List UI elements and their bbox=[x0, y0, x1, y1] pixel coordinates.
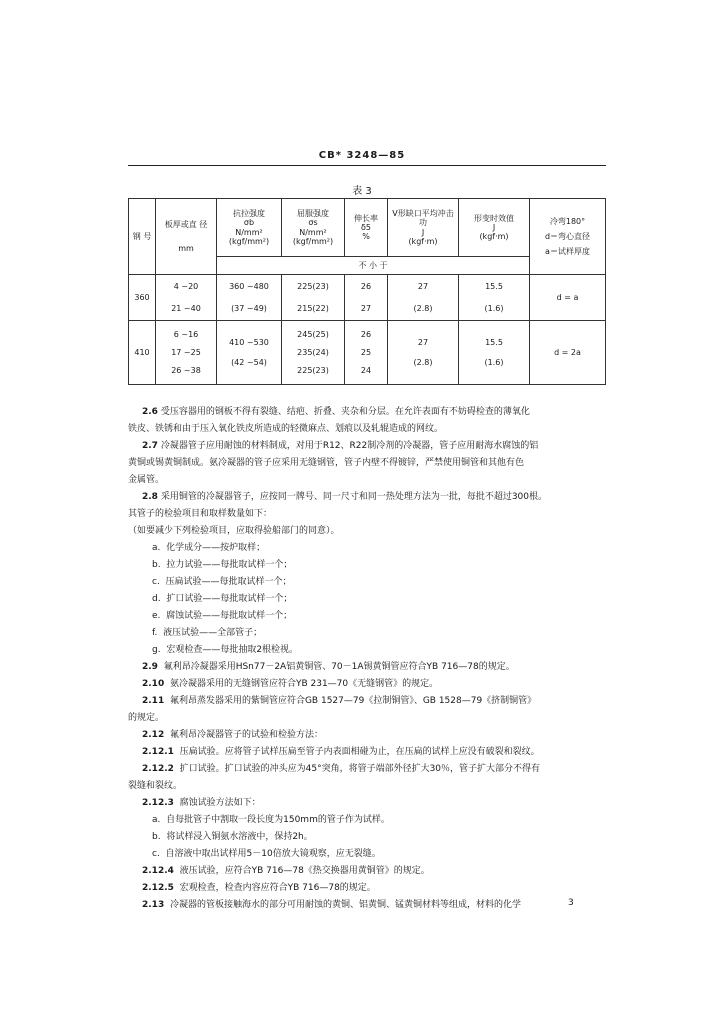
grade-header: 钢 号 bbox=[129, 199, 156, 275]
list-item: b. 拉力试验——每批取试样一个； bbox=[152, 560, 293, 570]
yield-cell: 225(23) 215(22) bbox=[282, 275, 345, 321]
aging-cell: 15.5 (1.6) bbox=[459, 275, 530, 321]
bend-cell: d = a bbox=[530, 275, 606, 321]
paragraph-2-9: 2.9 氟利昂冷凝器采用HSn77－2A铝黄铜管、70－1A锡黄铜管应符合YB 716—78的规定。 bbox=[142, 662, 515, 672]
thickness-cell: 6 ~16 17 ~25 26 ~38 bbox=[156, 321, 217, 385]
tensile-cell: 360 ~480 (37 ~49) bbox=[217, 275, 282, 321]
paragraph-2-12-5: 2.12.5 宏观检查，检查内容应符合YB 716—78的规定。 bbox=[142, 883, 376, 893]
paragraph-2-12: 2.12 氟利昂冷凝器管子的试验和检验方法： bbox=[142, 730, 323, 740]
list-item: a. 自每批管子中割取一段长度为150mm的管子作为试样。 bbox=[152, 815, 390, 825]
yield-cell: 245(25) 235(24) 225(23) bbox=[282, 321, 345, 385]
document-header: CB* 3248—85 bbox=[318, 150, 406, 161]
bend-cell: d = 2a bbox=[530, 321, 606, 385]
paragraph-2-12-4: 2.12.4 液压试验，应符合YB 716—78《热交换器用黄铜管》的规定。 bbox=[142, 866, 430, 876]
list-item: c. 压扁试验——每批取试样一个； bbox=[152, 577, 292, 587]
note-line: （如要减少下列检验项目，应取得验船部门的同意）。 bbox=[128, 526, 340, 536]
paragraph-2-12-1: 2.12.1 压扁试验。应将管子试样压扁至管子内表面相碰为止，在压扁的试样上应没有破裂和裂纹。 bbox=[142, 747, 540, 757]
aging-header: 形变时效值 J (kgf·m) bbox=[459, 199, 530, 257]
elongation-cell: 26 25 24 bbox=[345, 321, 388, 385]
tensile-cell: 410 ~530 (42 ~54) bbox=[217, 321, 282, 385]
paragraph-2-7: 2.7 冷凝器管子应用耐蚀的材料制成，对用于R12、R22制冷剂的冷凝器，管子应用耐海水腐蚀的铝 bbox=[142, 441, 539, 451]
list-item: g. 宏观检查——每批抽取2根检视。 bbox=[152, 645, 299, 655]
paragraph-2-12-2: 2.12.2 扩口试验。扩口试验的冲头应为45°突角，将管子端部外径扩大30％，管子扩大部分不得有 bbox=[142, 764, 541, 774]
elongation-header: 伸长率 δ5 % bbox=[345, 199, 388, 257]
paragraph-2-8: 2.8 采用铜管的冷凝器管子，应按同一牌号、同一尺寸和同一热处理方法为一批，每批不超过300根。 bbox=[142, 492, 548, 502]
yield-header: 屈服强度 σs N/mm² (kgf/mm²) bbox=[282, 199, 345, 257]
grade-cell: 410 bbox=[129, 321, 156, 385]
paragraph-2-12-3: 2.12.3 腐蚀试验方法如下： bbox=[142, 798, 261, 808]
table-row bbox=[129, 275, 606, 321]
list-item: a. 化学成分——按炉取样； bbox=[152, 543, 266, 553]
elongation-cell: 26 27 bbox=[345, 275, 388, 321]
tensile-header: 抗拉强度 σb N/mm² (kgf/mm²) bbox=[217, 199, 282, 257]
list-item: f. 液压试验——全部管子； bbox=[152, 628, 263, 638]
table-row bbox=[129, 321, 606, 385]
paragraph-line: 其管子的检验项目和取样数量如下： bbox=[128, 509, 273, 519]
paragraph-2-13: 2.13 冷凝器的管板接触海水的部分可用耐蚀的黄铜、铝黄铜、锰黄铜材料等组成，材料的化学 bbox=[142, 900, 521, 910]
list-item: e. 腐蚀试验——每批取试样一个； bbox=[152, 611, 293, 621]
aging-cell: 15.5 (1.6) bbox=[459, 321, 530, 385]
bend-header: 冷弯180° d＝弯心直径 a＝试样厚度 bbox=[530, 199, 606, 275]
header-rule bbox=[128, 165, 606, 166]
thickness-header: 板厚或直 径 mm bbox=[156, 199, 217, 275]
paragraph-2-10: 2.10 氨冷凝器采用的无缝钢管应符合YB 231—70《无缝钢管》的规定。 bbox=[142, 679, 439, 689]
no-less-label: 不 小 于 bbox=[217, 257, 530, 275]
table-title: 表 3 bbox=[352, 186, 372, 197]
list-item: c. 自溶液中取出试样用5－10倍放大镜观察，应无裂缝。 bbox=[152, 849, 381, 859]
list-item: b. 将试样浸入铜氨水溶液中，保持2h。 bbox=[152, 832, 313, 842]
paragraph-2-11: 2.11 氟利昂蒸发器采用的紫铜管应符合GB 1527—79《拉制铜管》、GB 1528—79《挤制铜管》 bbox=[142, 696, 537, 706]
list-item: d. 扩口试验——每批取试样一个； bbox=[152, 594, 293, 604]
paragraph-2-6: 2.6 受压容器用的钢板不得有裂缝、结疤、折叠、夹杂和分层。在允许表面有不妨碍检查的薄氧化 bbox=[142, 407, 530, 417]
paragraph-line: 黄铜或锡黄铜制成。氨冷凝器的管子应采用无缝钢管，管子内壁不得镀锌，严禁使用铜管和其他有色 bbox=[128, 458, 525, 468]
impact-cell: 27 (2.8) bbox=[388, 275, 459, 321]
paragraph-line: 金属管。 bbox=[128, 475, 165, 485]
page-number: 3 bbox=[568, 898, 574, 908]
paragraph-line: 的规定。 bbox=[128, 713, 165, 723]
thickness-cell: 4 ~20 21 ~40 bbox=[156, 275, 217, 321]
grade-cell: 360 bbox=[129, 275, 156, 321]
impact-header: V形缺口平均冲击功 J (kgf·m) bbox=[388, 199, 459, 257]
paragraph-line: 裂缝和裂纹。 bbox=[128, 781, 183, 791]
paragraph-line: 铁皮、铁锈和由于压入氧化铁皮所造成的轻微麻点、划痕以及轧辊造成的网纹。 bbox=[128, 424, 444, 434]
properties-table bbox=[128, 198, 606, 385]
table-header-row bbox=[129, 199, 606, 257]
impact-cell: 27 (2.8) bbox=[388, 321, 459, 385]
